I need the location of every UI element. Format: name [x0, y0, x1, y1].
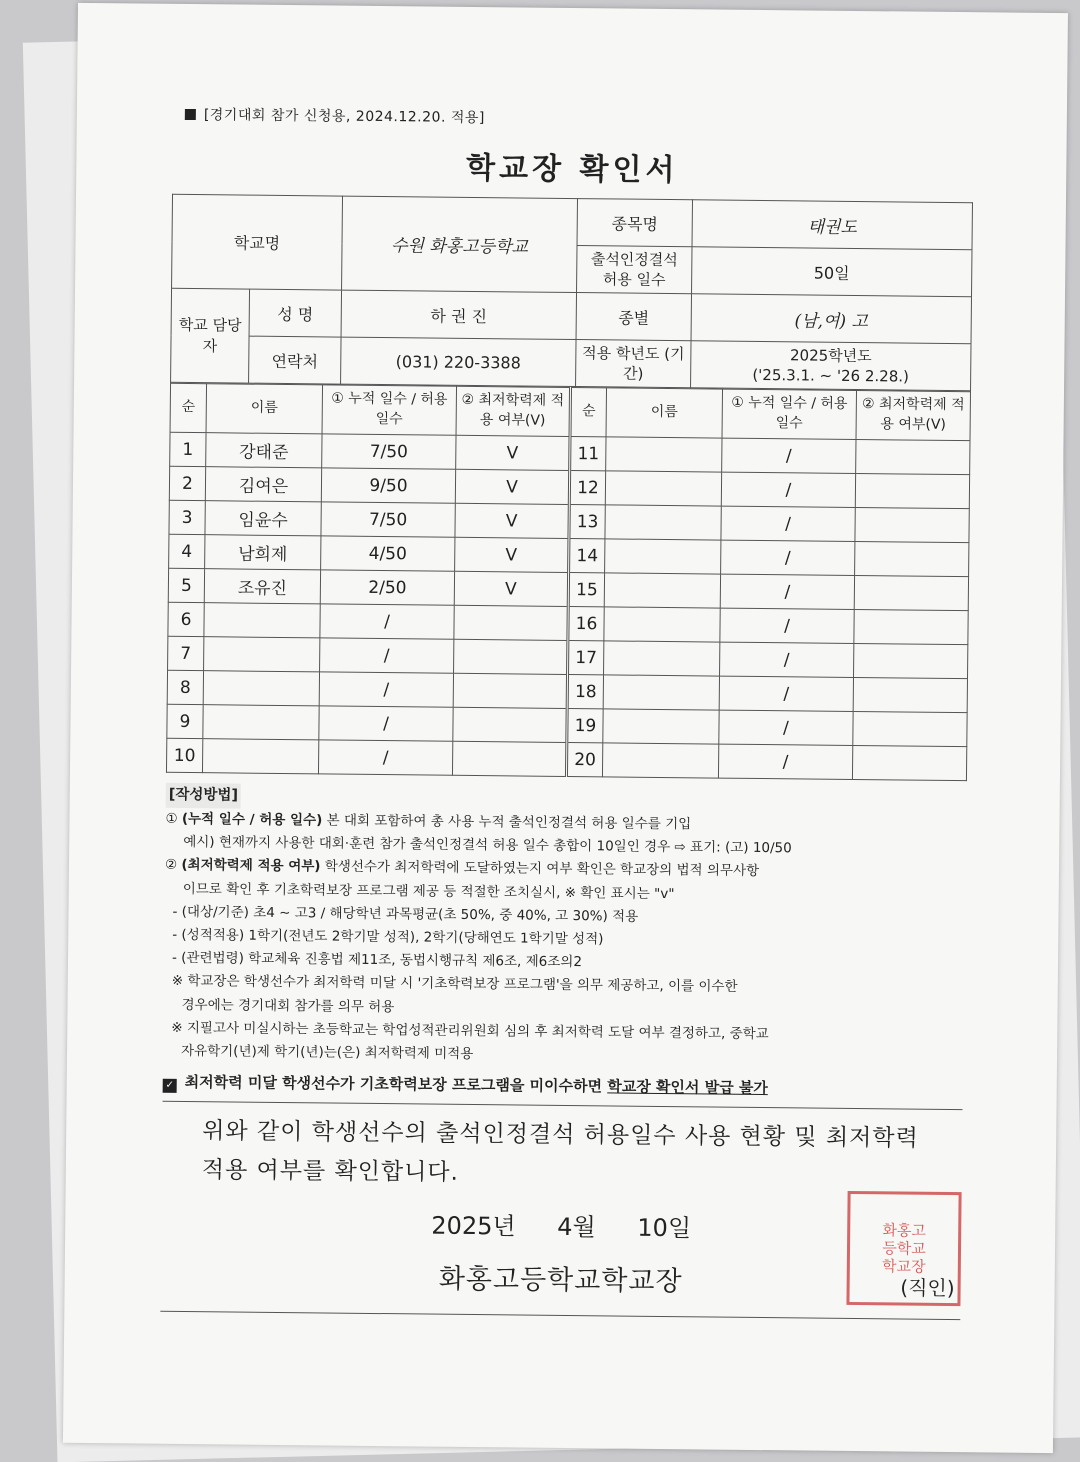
contact-value: (031) 220-3388 [341, 337, 576, 386]
cell-days: / [721, 472, 855, 507]
cell-days: 4/50 [321, 536, 455, 571]
cell-days: / [319, 706, 453, 741]
header-days: ① 누적 일수 / 허용 일수 [322, 385, 457, 435]
cell-min: V [455, 503, 569, 538]
header-no: 순 [170, 383, 207, 432]
cell-days: / [720, 608, 854, 643]
instruction-sub-2: - (성적적용) 1학기(전년도 2학기말 성적), 2학기(당해연도 1학기말 성적) [172, 926, 604, 948]
checkbox-icon: ✓ [163, 1079, 177, 1093]
header-note [185, 104, 973, 132]
cell-min [854, 643, 968, 678]
cell-days: / [720, 574, 854, 609]
cell-min [854, 609, 968, 644]
cell-days: / [719, 710, 853, 745]
cell-days: 7/50 [322, 434, 456, 469]
cell-days: / [320, 604, 454, 639]
cell-min: V [455, 469, 569, 504]
gender-label: 종별 [576, 293, 691, 341]
cell-name [203, 671, 319, 706]
cell-days: / [718, 744, 852, 779]
cell-no: 15 [568, 572, 604, 606]
cell-min [854, 575, 968, 610]
cell-days: 2/50 [320, 570, 454, 605]
notice-underlined: 학교장 확인서 발급 불가 [607, 1077, 768, 1098]
document-sheet [63, 3, 1068, 1453]
cell-min: V [454, 571, 568, 606]
instruction-note-1: ※ 학교장은 학생선수가 최저학력 미달 시 '기초학력보장 프로그램'을 의무 제공하고, 이를 이수한 [171, 973, 738, 996]
gender-value: (남,여) 고 [691, 294, 971, 344]
instruction-note-1-cont: 경우에는 경기대회 참가를 의무 허용 [181, 996, 395, 1015]
cell-min [452, 741, 566, 776]
header-days: ① 누적 일수 / 허용 일수 [722, 389, 857, 439]
roster-header-row [170, 383, 970, 440]
cell-days: / [319, 672, 453, 707]
year-cell [691, 341, 971, 391]
cell-no: 3 [169, 500, 205, 534]
cell-no: 6 [168, 602, 204, 636]
cell-no: 10 [166, 738, 202, 772]
signature-date [161, 1202, 961, 1245]
notice-text: 최저학력 미달 학생선수가 기초학력보장 프로그램을 미이수하면 [184, 1073, 608, 1096]
cell-no: 14 [569, 538, 605, 572]
confirm-line-1: 위와 같이 학생선수의 출석인정결석 허용일수 사용 현황 및 최저학력 [202, 1118, 919, 1153]
cell-no: 2 [169, 466, 205, 500]
seal-mark: (직인) [900, 1275, 955, 1301]
instructions-heading: [작성방법] [166, 783, 242, 809]
school-value: 수원 화홍고등학교 [342, 196, 578, 292]
cell-name: 남희제 [205, 535, 321, 570]
cell-no: 16 [568, 606, 604, 640]
instruction-item-1: ① (누적 일수 / 허용 일수) 본 대회 포함하여 총 사용 누적 출석인정결석 허용 일수를 기입 [165, 810, 692, 833]
cell-days: / [720, 642, 854, 677]
cell-min [453, 673, 567, 708]
cell-no: 19 [567, 708, 603, 742]
cell-min [453, 707, 567, 742]
cell-name [602, 743, 718, 778]
instruction-sub-1: - (대상/기준) 초4 ~ 고3 / 해당학년 과목평균(초 50%, 중 40%, 고 30%) 적용 [172, 903, 639, 925]
cell-min [853, 711, 967, 746]
cell-no: 13 [569, 504, 605, 538]
contact-label: 연락처 [249, 336, 341, 384]
manager-label: 학교 담당자 [171, 288, 250, 383]
name-value: 하 권 진 [341, 290, 576, 339]
name-label: 성 명 [249, 289, 341, 337]
cell-no: 9 [167, 704, 203, 738]
instruction-note-2-cont: 자유학기(년)제 학기(년)는(은) 최저학력제 미적용 [180, 1043, 474, 1063]
cell-name [603, 709, 719, 744]
cell-days: / [318, 740, 452, 775]
cell-days: 7/50 [321, 502, 455, 537]
cell-min [454, 639, 568, 674]
cell-name: 임윤수 [205, 501, 321, 536]
instruction-example: 예시) 현재까지 사용한 대회·훈련 참가 출석인정결석 허용 일수 총합이 10일인 경우 ⇨ 표기: (고) 10/50 [183, 834, 792, 857]
cell-name: 김여은 [205, 467, 321, 502]
cell-name [202, 739, 318, 774]
bottom-divider [160, 1310, 960, 1319]
cell-days: 9/50 [321, 468, 455, 503]
instruction-item-2: ② (최저학력제 적용 여부) 학생선수가 최저학력에 도달하였는지 여부 확인은 학교장의 법적 의무사항 [164, 857, 760, 880]
date-year: 2025년 [431, 1211, 516, 1240]
roster-table [166, 383, 971, 781]
cell-name [204, 603, 320, 638]
allowed-days-value: 50일 [692, 247, 972, 297]
event-label: 종목명 [577, 199, 692, 247]
confirm-line-2: 적용 여부를 확인합니다. [201, 1157, 460, 1187]
header-name: 이름 [606, 388, 723, 438]
cell-no: 12 [569, 470, 605, 504]
cell-name [605, 471, 721, 506]
cell-no: 8 [167, 670, 203, 704]
square-bullet-icon [185, 109, 196, 120]
cell-no: 18 [567, 674, 603, 708]
school-label: 학교명 [172, 194, 343, 290]
cell-no: 17 [568, 640, 604, 674]
date-day: 10일 [637, 1213, 692, 1242]
header-min: ② 최저학력제 적용 여부(V) [856, 390, 971, 440]
period-value: ('25.3.1. ~ '26 2.28.) [752, 365, 910, 386]
cell-min [852, 745, 966, 780]
cell-min [856, 439, 970, 474]
info-table [170, 194, 973, 391]
cell-name [605, 505, 721, 540]
instruction-sub-3: - (관련법령) 학교체육 진흥법 제11조, 동법시행규칙 제6조, 제6조의2 [171, 950, 583, 971]
cell-name: 강태준 [206, 433, 322, 468]
confirmation-statement [162, 1112, 963, 1199]
signer-name: 화홍고등학교학교장 [438, 1263, 683, 1297]
cell-min [855, 541, 969, 576]
cell-no: 7 [168, 636, 204, 670]
cell-name [203, 705, 319, 740]
cell-days: / [721, 540, 855, 575]
official-seal-stamp: 화홍고 등학교 학교장 [846, 1191, 961, 1306]
cell-no: 20 [566, 742, 602, 776]
header-name: 이름 [206, 384, 323, 434]
cell-name [204, 637, 320, 672]
cell-min [454, 605, 568, 640]
instruction-item-2-cont: 이므로 확인 후 기초학력보장 프로그램 제공 등 적절한 조치실시, ※ 확인 표시는 "v" [182, 880, 675, 902]
event-value: 태권도 [692, 200, 972, 250]
header-min: ② 최저학력제 적용 여부(V) [456, 386, 571, 436]
cell-no: 5 [168, 568, 204, 602]
cell-name [604, 573, 720, 608]
cell-name [604, 641, 720, 676]
year-value: 2025학년도 [789, 346, 872, 365]
instruction-note-2: ※ 지필고사 미실시하는 초등학교는 학업성적관리위원회 심의 후 최저학력 도달 여부 결정하고, 중학교 [171, 1019, 769, 1043]
cell-name [605, 539, 721, 574]
header-note-text: [경기대회 참가 신청용, 2024.12.20. 적용] [203, 107, 485, 127]
cell-min [855, 507, 969, 542]
date-month: 4월 [557, 1212, 596, 1241]
cell-name [604, 607, 720, 642]
instructions [163, 783, 966, 1072]
allowed-days-label: 출석인정결석 허용 일수 [577, 246, 692, 294]
cell-days: / [721, 506, 855, 541]
cell-no: 1 [170, 432, 206, 466]
cell-name: 조유진 [204, 569, 320, 604]
document-title: 학교장 확인서 [465, 150, 679, 189]
document-content [160, 104, 973, 1320]
cell-min: V [455, 537, 569, 572]
header-no: 순 [570, 387, 607, 436]
cell-no: 11 [570, 436, 606, 470]
cell-days: / [719, 676, 853, 711]
cell-no: 4 [169, 534, 205, 568]
cell-min [853, 677, 967, 712]
cell-min: V [456, 435, 570, 470]
cell-min [855, 473, 969, 508]
cell-name [606, 437, 722, 472]
table-row [166, 738, 966, 780]
cell-days: / [320, 638, 454, 673]
cell-name [603, 675, 719, 710]
notice [163, 1071, 963, 1110]
cell-days: / [722, 438, 856, 473]
year-label: 적용 학년도 (기간) [576, 340, 691, 388]
